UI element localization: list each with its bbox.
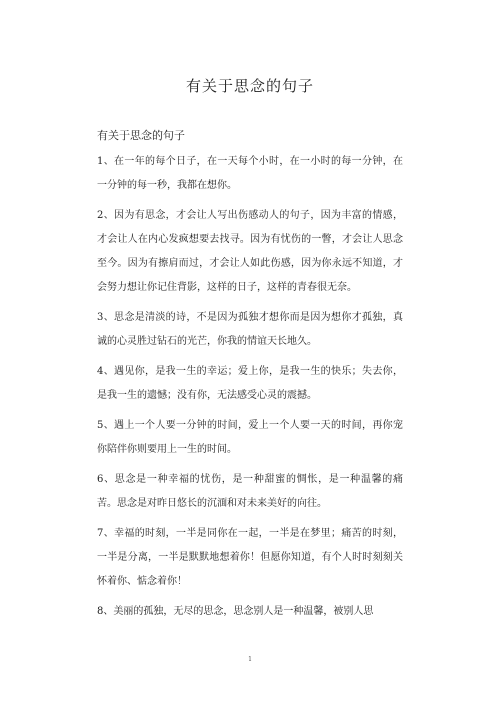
- paragraph-8: [97, 600, 403, 624]
- paragraph-3: [97, 306, 403, 354]
- page-number: 1: [248, 656, 252, 663]
- document-title: 有关于思念的句子: [185, 77, 314, 95]
- paragraph-2: [97, 204, 403, 300]
- paragraph-4: [97, 360, 403, 408]
- paragraph-5: [97, 414, 403, 462]
- section-heading: 有关于思念的句子: [97, 129, 185, 142]
- paragraph-text: 5、遇上一个人要一分钟的时间，爱上一个人要一天的时间，再你宠你陪伴你则要用上一生的时间。: [97, 420, 403, 455]
- paragraph-text: 1、在一年的每个日子，在一天每个小时，在一小时的每一分钟，在一分钟的每一秒，我都在想你。: [97, 156, 403, 191]
- paragraph-1: [97, 150, 403, 198]
- paragraph-text: 7、幸福的时刻，一半是同你在一起，一半是在梦里；痛苦的时刻，一半是分离，一半是默默地想着你！但愿你知道，有个人时时刻刻关怀着你、惦念着你！: [97, 528, 403, 587]
- paragraph-6: [97, 468, 403, 516]
- paragraph-text: 2、因为有思念，才会让人写出伤感动人的句子，因为丰富的情感，才会让人在内心发疯想要去找寻。因为有忧伤的一瞥，才会让人思念至今。因为有擦肩而过，才会让人如此伤感，因为你永远不知道，才会努力想让你记住背影，这样的日子，这样的青春很无奈。: [97, 210, 403, 293]
- paragraph-text: 3、思念是清淡的诗，不是因为孤独才想你而是因为想你才孤独，真诚的心灵胜过钻石的光芒，你我的情谊天长地久。: [97, 312, 403, 347]
- paragraph-7: [97, 522, 403, 594]
- paragraph-text: 8、美丽的孤独，无尽的思念，思念别人是一种温馨，被别人思: [97, 606, 374, 617]
- paragraph-text: 4、遇见你，是我一生的幸运；爱上你，是我一生的快乐；失去你，是我一生的遗憾；没有你，无法感受心灵的震撼。: [97, 366, 403, 401]
- paragraph-text: 6、思念是一种幸福的忧伤，是一种甜蜜的惆怅，是一种温馨的痛苦。思念是对昨日悠长的沉湎和对未来美好的向往。: [97, 474, 403, 509]
